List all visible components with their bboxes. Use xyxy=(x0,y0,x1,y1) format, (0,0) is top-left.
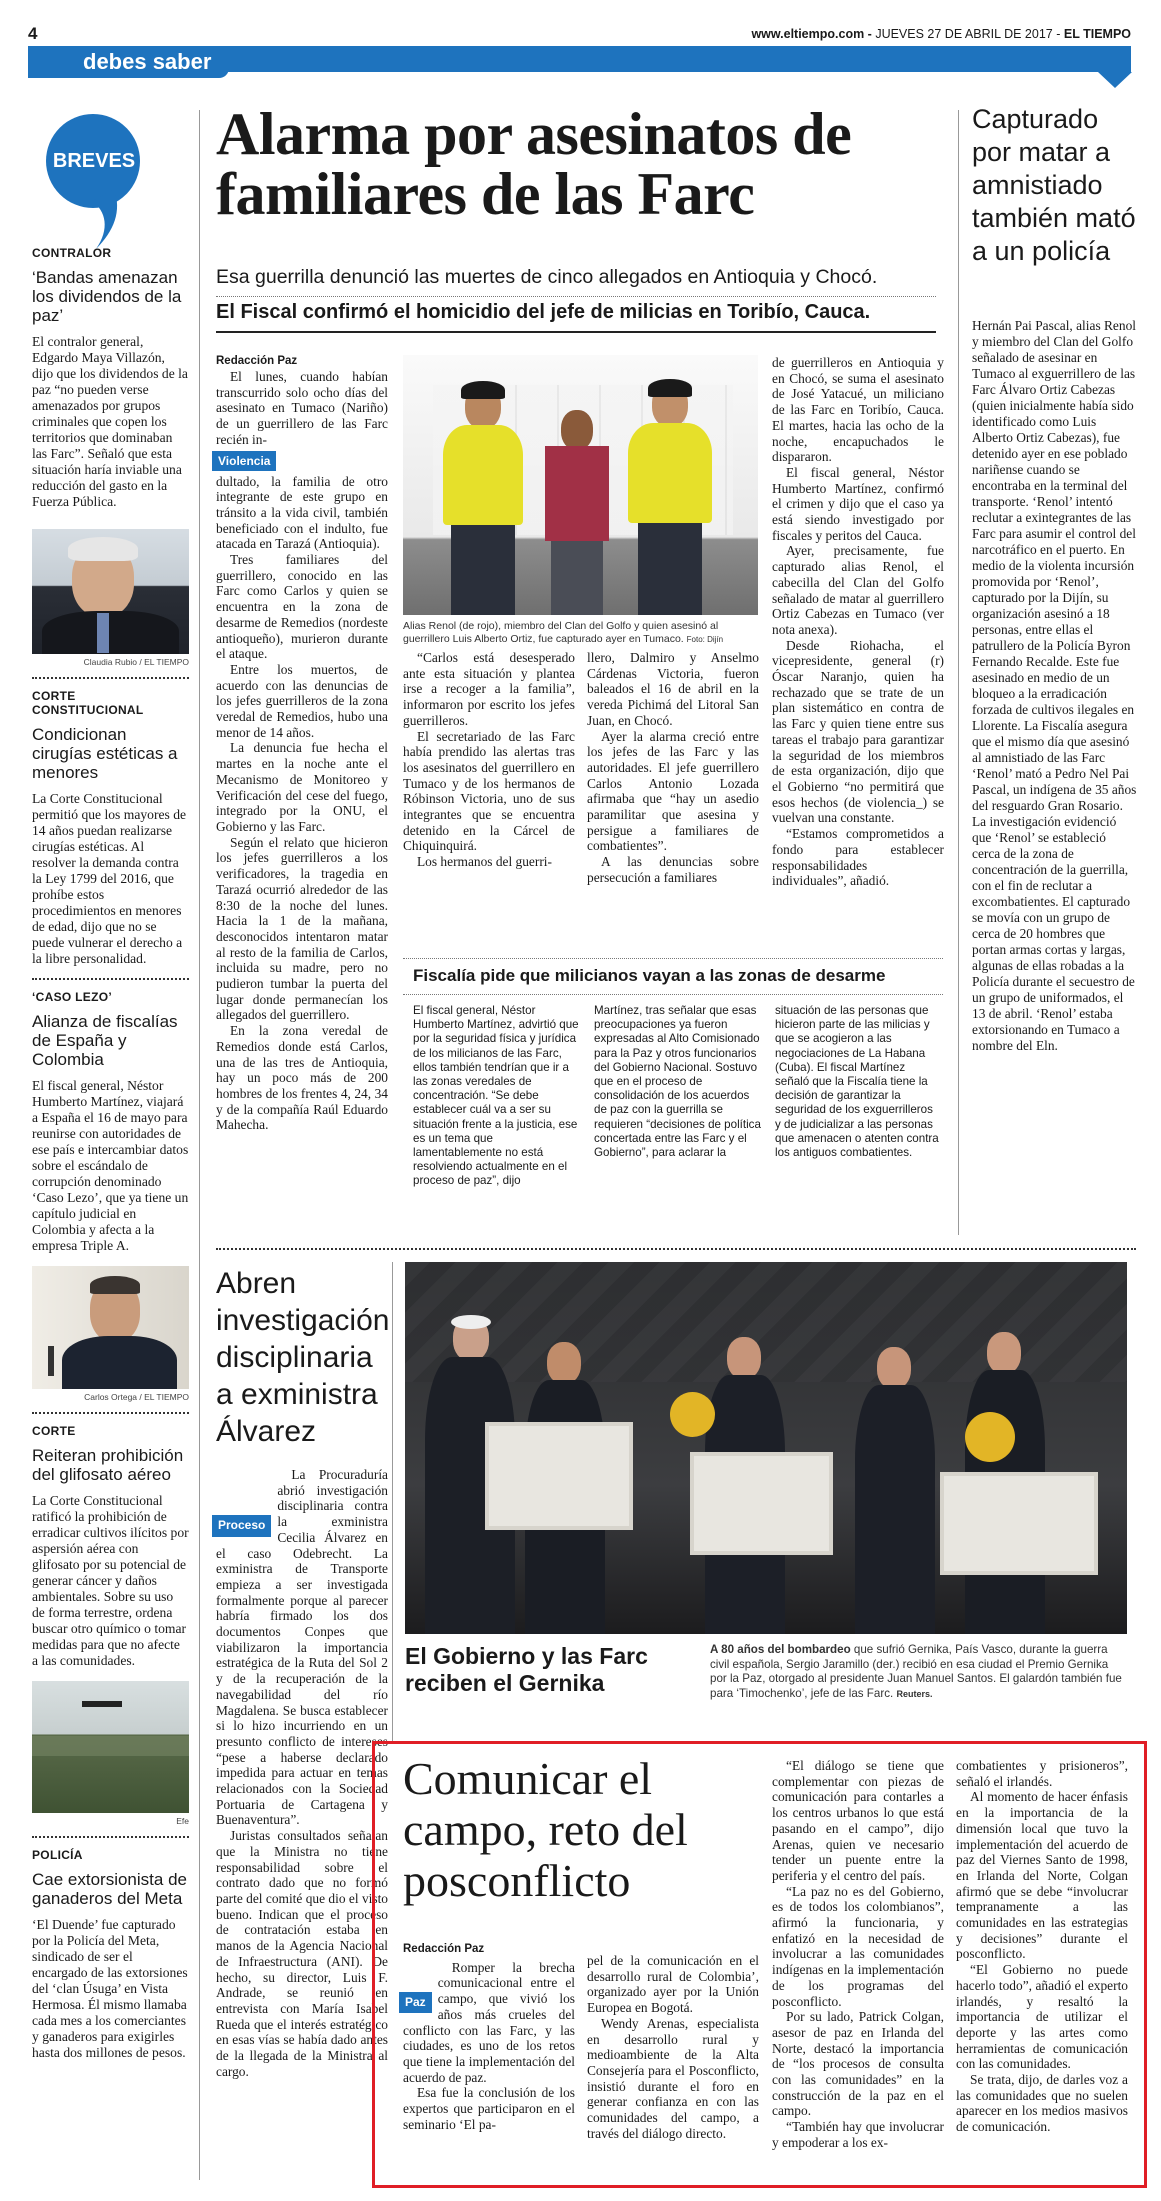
campo-col1 xyxy=(403,1942,575,2132)
alvarez-body xyxy=(216,1467,388,2079)
byline: Redacción Paz xyxy=(216,355,298,367)
brief-headline[interactable]: ‘Bandas amenazan los dividendos de la paz’ xyxy=(32,268,182,325)
campo-headline[interactable]: Comunicar el campo, reto del posconflicto xyxy=(403,1753,688,1906)
page-number: 4 xyxy=(28,24,38,43)
corner-triangle-icon xyxy=(1098,72,1132,88)
brief-item xyxy=(32,1848,189,2061)
fiscalia-box-col1: El fiscal general, Néstor Humberto Martínez, advirtió que por la seguridad física y jurídica de los milicianos de las Farc, ellos también tendrían que ir a las zonas veredales de concentración. “Se debe establecer cuál va a ser su situación frente a la justicia, ese es un tema que lamentablemente no está resolviendo actualmente en el proceso de paz”, dijo xyxy=(413,1004,579,1188)
paragraph: Entre los muertos, de acuerdo con las denuncias de los jefes guerrilleros de la zona veredal de Remedios, hubo una menor de 14 años. xyxy=(216,661,388,740)
paragraph: Los hermanos del guerri- xyxy=(417,854,552,870)
caption-lead: A 80 años del bombardeo xyxy=(710,1643,851,1656)
brand-name: EL TIEMPO xyxy=(1063,27,1131,41)
capture-photo xyxy=(403,355,758,615)
paragraph: llero, Dalmiro y Anselmo Cárdenas Victoria, fueron baleados el 16 de abril en la vereda Pichimá del Litoral San Juan, en Chocó. xyxy=(587,650,759,728)
brief-item xyxy=(32,990,189,1402)
header-meta xyxy=(751,27,1131,41)
section-label[interactable]: debes saber xyxy=(83,49,212,74)
brief-category: CORTE CONSTITUCIONAL xyxy=(32,689,144,717)
brief-headline[interactable]: Cae extorsionista de ganaderos del Meta xyxy=(32,1870,187,1908)
paragraph: Al momento de hacer énfasis en la importancia de la dimensión local que tuvo la implementación del acuerdo de paz del Viernes Santo de 1998, en Irlanda del Norte, Colgan afirmó que se debe “involucrar tempranamente a las comunidades en las estrategias y decisiones” durante el posconflicto. xyxy=(956,1789,1128,1962)
breves-badge xyxy=(44,111,144,211)
paragraph: combatientes y prisioneros”, señaló el irlandés. xyxy=(956,1758,1128,1789)
paragraph: “La paz no es del Gobierno, es de todos los colombianos”, afirmó la funcionaria, y enfatizó en la necesidad de involucrar a las comunidades indígenas en la implementación de los programas del posconflicto. xyxy=(772,1883,944,2009)
paragraph: Ayer la alarma creció entre los jefes de las Farc y las autoridades. El jefe guerrillero Carlos Antonio Lozada afirmaba que “hay un asedio paramilitar que asesina y persigue a familiares de combatientes”. xyxy=(587,728,759,854)
brief-category: CONTRALOR xyxy=(32,246,112,260)
tag-violencia[interactable]: Violencia xyxy=(212,451,388,471)
brief-headline[interactable]: Condicionan cirugías estéticas a menores xyxy=(32,725,178,782)
brief-item xyxy=(32,246,189,667)
brief-body: La Corte Constitucional permitió que los mayores de 14 años puedan realizarse cirugías estéticas. Al resolver la demanda contra la Ley 1799 del 2016, que prohíbe estos procedimientos en menores de edad, dijo que no se puede vulnerar el derecho a la libre personalidad. xyxy=(32,791,187,966)
site-url[interactable]: www.eltiempo.com - xyxy=(751,27,872,41)
fiscalia-box-col3: situación de las personas que hicieron parte de las milicias y que se acogieron a las negociaciones de La Habana (Cuba). El fiscal Martínez señaló que la Fiscalía tiene la decisión de garantizar la seguridad de los exguerrilleros y de judicializar a las personas que amenacen o atenten contra los antiguos combatientes. xyxy=(775,1004,939,1160)
paragraph: En la zona veredal de Remedios donde está Carlos, una de las tres de Antioquia, hay un poco más de 200 hombres de los frentes 4, 24, 34 y de la compañía Raúl Eduardo Mahecha. xyxy=(216,1023,388,1133)
paragraph: La denuncia fue hecha el martes en la noche ante el Mecanismo de Monitoreo y Verificación del cese del fuego, integrado por la ONU, el Gobierno y las Farc. xyxy=(216,740,388,834)
paragraph: “Estamos comprometidos a fondo para establecer responsabilidades individuales”, añadió. xyxy=(772,826,944,889)
brief-headline[interactable]: Alianza de fiscalías de España y Colombia xyxy=(32,1012,178,1069)
brief-item xyxy=(32,689,189,967)
paragraph: Desde Riohacha, el vicepresidente, general (r) Óscar Naranjo, quien ha rechazado que se trate de un plan sistemático en contra de las Farc y quien tiene entre sus tareas el trabajo para garantizar la seguridad de los miembros de esta organización, dijo que el Gobierno “no permitirá que esos hechos (de violencia_) se vuelvan una constante. xyxy=(772,637,944,826)
alvarez-headline[interactable]: Abren investigación disciplinaria a exministra Álvarez xyxy=(216,1267,390,1448)
brief-category: CORTE xyxy=(32,1424,76,1438)
paragraph: “También hay que involucrar y empoderar a los ex- xyxy=(772,2119,944,2150)
brief-photo-contralor xyxy=(32,529,189,654)
campo-col3 xyxy=(772,1758,944,2151)
main-col1 xyxy=(216,355,388,1133)
paragraph: Por su lado, Patrick Colgan, asesor de paz en Irlanda del Norte, destacó la importancia de “los procesos de consulta con las comunidades” en la construcción de la paz en el campo. xyxy=(772,2009,944,2119)
photo-credit: Reuters. xyxy=(896,1688,933,1699)
brief-body: El contralor general, Edgardo Maya Villazón, dijo que los dividendos de la paz “no pueden verse amenazados por grupos criminales que copen los territorios que dominaban las Farc”. Señaló que esta situación haría inviable una reducción del gasto en la Fuerza Pública. xyxy=(32,334,188,509)
paragraph: de guerrilleros en Antioquia y en Chocó, se suma el asesinato de José Yatacué, un miliciano de las Farc en Toribío, Cauca. El martes, hacia las ocho de la noche, encapuchados le dispararon. xyxy=(772,355,944,465)
photo-credit: Claudia Rubio / EL TIEMPO xyxy=(83,657,189,667)
main-col4 xyxy=(772,355,944,889)
paragraph: A las denuncias sobre persecución a familiares xyxy=(587,854,759,885)
brief-body: El fiscal general, Néstor Humberto Martínez, viajará a España el 16 de mayo para reunirse con autoridades de ese país e intercambiar datos sobre el escándalo de corrupción denominado ‘Caso Lezo’, que ya tiene un capítulo judicial en Colombia y afecta a la empresa Triple A. xyxy=(32,1078,189,1253)
main-subhead: Esa guerrilla denunció las muertes de cinco allegados en Antioquia y Chocó. xyxy=(216,266,878,288)
lead-paragraph: Romper la brecha comunicacional entre el campo, que vivió los años más crueles del conflicto con las Farc, y las ciudades, es uno de los retos que tiene la implementación del acuerdo de paz. xyxy=(403,1959,575,2085)
brief-photo-fiscal xyxy=(32,1266,189,1389)
gernika-photo xyxy=(405,1262,1127,1634)
lead-paragraph: La Procuraduría abrió investigación disciplinaria contra la exministra Cecilia Álvarez en el caso Odebrecht. La exministra de Transporte empieza a ser investigada formalmente porque al parecer habría firmado los dos documentos Conpes que viabilizaron la importancia estratégica de la Ruta del Sol 2 y de la recuperación de la navegabilidad del río Magdalena. Se busca establecer si lo hizo incurriendo en un presunto conflicto de intereses “pese a haberse declarado impedida para actuar en temas relacionados con la Sociedad Portuaria de Cartagena y Buenaventura”. xyxy=(216,1467,388,1828)
paragraph: El fiscal general, Néstor Humberto Martínez, confirmó el crimen y dijo que el caso ya está siendo investigado por fiscales y peritos del Cauca. xyxy=(772,464,944,543)
issue-date: JUEVES 27 DE ABRIL DE 2017 xyxy=(875,27,1053,41)
brief-headline[interactable]: Reiteran prohibición del glifosato aéreo xyxy=(32,1446,184,1484)
paragraph: Tres familiares del guerrillero, conocido en las Farc como Carlos y quien se encuentra en la zona de desarme de Remedios (nordeste antioqueño), murieron durante el ataque. xyxy=(216,552,388,662)
right-body: Hernán Pai Pascal, alias Renol y miembro del Clan del Golfo señalado de asesinar en Tumaco al exguerrillero de las Farc Álvaro Ortiz Cabezas (quien inicialmente había sido identificado como Luis Alberto Ortiz Cabezas), fue detenido ayer en ese poblado nariñense cuando se encontraba en la terminal del transporte. ‘Renol’ intentó reclutar a exintegrantes de las Farc para asumir el control del narcotráfico en el puerto. En medio de la violenta incursión promovida por ‘Renol’, capturado por la Dijín, su organización asesinó a 18 personas, entre ellas el patrullero de la Policía Byron Fernando Recalde. Este fue asesinado en medio de un bloqueo a la erradicación forzada de cultivos ilegales en Llorente. La Fiscalía asegura que el mismo día que asesinó al amnistiado de las Farc ‘Renol’ mató a Pedro Nel Pai Pascal, un indígena de 35 años del resguardo Gran Rosario. La investigación evidenció que ‘Renol’ se estableció cerca de la zona de concentración de la guerrilla, con el fin de reclutar a excombatientes. El capturado se movía con un grupo de cerca de 20 hombres que portan armas cortas y largas, algunas de ellas robadas a la Policía durante el secuestro de un grupo de uniformados, el 13 de abril. ‘Renol’ estaba extorsionando en Tumaco a nombre del Eln. xyxy=(972,318,1137,1053)
paragraph: Esa fue la conclusión de los expertos que participaron en el seminario ‘El pa- xyxy=(403,2085,575,2132)
capture-caption: Alias Renol (de rojo), miembro del Clan del Golfo y quien asesinó al guerrillero Luis Alberto Ortiz, fue capturado ayer en Tumaco. Foto: Dijín xyxy=(403,620,724,645)
fiscalia-box-col2: Martínez, tras señalar que esas preocupaciones ya fueron expresadas al Alto Comisionado para la Paz y otros funcionarios del Gobierno Nacional. Sostuvo que en el proceso de consolidación de los acuerdos de paz con la guerrilla se requieren “decisiones de política concertada entre las Farc y el Gobierno”, para aclarar la xyxy=(594,1004,761,1160)
lead-paragraph: El lunes, cuando habían transcurrido solo ocho días del asesinato en Tumaco (Nariño) de un guerrillero de las Farc recién in- xyxy=(216,369,388,447)
tag-paz[interactable]: Paz xyxy=(399,1992,432,2014)
paragraph: Juristas consultados señalan que la Ministra no tiene responsabilidad sobre el contrato dado que no formó parte del comité que dio el visto bueno. Indican que el proceso de contratación estaba en manos de la Agencia Nacional de Infraestructura (ANI). De hecho, su director, Luis F. Andrade, se reunió en entrevista con María Isabel Rueda que el interés estratégico en esas vías se había dado antes de la llegada de la Ministra al cargo. xyxy=(216,1828,388,2079)
brief-body: La Corte Constitucional ratificó la prohibición de erradicar cultivos ilícitos por aspersión aérea con glifosato por su potencial de generar cáncer y daños ambientales. Sobre su uso de forma terrestre, ordena buscar otro químico o tomar medidas para que no afecte a las comunidades. xyxy=(32,1493,189,1668)
brief-category: ‘CASO LEZO’ xyxy=(32,990,112,1004)
gernika-caption: A 80 años del bombardeo que sufrió Gernika, País Vasco, durante la guerra civil española, Sergio Jaramillo (der.) recibió en esa ciudad el Premio Gernika por la Paz, otorgado al presidente Juan Manuel Santos. El galardón también fue para ‘Timochenko’, jefe de las Farc. Reuters. xyxy=(710,1643,1122,1700)
paragraph: pel de la comunicación en el desarrollo rural de Colombia’, organizado ayer por la Unión Europea en Bogotá. xyxy=(587,1953,759,2016)
right-headline[interactable]: Capturado por matar a amnistiado también mató a un policía xyxy=(972,104,1136,266)
breves-label: BREVES xyxy=(52,150,136,172)
main-headline[interactable]: Alarma por asesinatos de familiares de las Farc xyxy=(216,101,852,227)
gernika-headline[interactable]: El Gobierno y las Farc reciben el Gernika xyxy=(405,1643,648,1696)
header-separator: - xyxy=(1056,27,1061,41)
tag-proceso[interactable]: Proceso xyxy=(212,1515,271,1537)
paragraph: Según el relato que hicieron los jefes guerrilleros a los verificadores, la tragedia en Tarazá ocurrió alrededor de las 8:30 de la noche del lunes. Hacia la 1 de la mañana, desconocidos intentaron matar al resto de la familia de Carlos, incluida su madre, pero no pudieron tumbar la puerta del lugar donde permanecían los allegados del guerrillero. xyxy=(216,834,388,1023)
main-col2 xyxy=(403,650,575,870)
paragraph: Ayer, precisamente, fue capturado alias Renol, el cabecilla del Clan del Golfo señalado de matar al guerrillero Ortiz Cabezas en Tumaco (ver nota anexa). xyxy=(772,543,944,637)
paragraph: El secretariado de las Farc había prendido las alertas tras los asesinatos del guerrillero en Tumaco y de los hermanos de Róbinson Victoria, uno de sus integrantes que se encuentra detenido en la Cárcel de Chiquinquirá. xyxy=(403,728,575,854)
paragraph: “El diálogo se tiene que complementar con piezas de comunicación para contarles a los centros urbanos lo que está pasando en el campo”, dijo Arenas, quien ve necesario tender un puente entre la periferia y el centro del país. xyxy=(772,1758,944,1883)
photo-credit: Foto: Dijín xyxy=(686,634,724,644)
paragraph: dultado, la familia de otro integrante de este grupo en tránsito a la vida civil, también beneficiado con el indulto, fue atacada en Tarazá (Antioquia). xyxy=(216,473,388,552)
quote-bubble-icon xyxy=(44,111,144,251)
brief-category: POLICÍA xyxy=(32,1848,83,1862)
brief-item xyxy=(32,1424,189,1826)
photo-credit: Efe xyxy=(176,1816,189,1826)
paragraph: Wendy Arenas, especialista en desarrollo rural y medioambiente de la Alta Consejería para el Posconflicto, insistió durante el foro en generar confianza en con las comunidades del campo, a través del diálogo directo. xyxy=(587,2015,759,2141)
paragraph: “El Gobierno no puede hacerlo todo”, añadió el experto irlandés, y resaltó la importancia de utilizar el deporte y las artes como herramientas de comunicación con las comunidades. xyxy=(956,1962,1128,2072)
paragraph: Se trata, dijo, de darles voz a las comunidades que no suelen aparecer en los medios masivos de comunicación. xyxy=(956,2072,1128,2135)
byline: Redacción Paz xyxy=(403,1943,485,1955)
paragraph: “Carlos está desesperado ante esta situación y plantea irse a recoger a la familia”, informaron por escrito los jefes guerrilleros. xyxy=(403,650,575,728)
brief-body: ‘El Duende’ fue capturado por la Policía del Meta, sindicado de ser el encargado de las extorsiones del ‘clan Úsuga’ en Vista Hermosa. Él mismo llamaba cada mes a los comerciantes y ganaderos para exigirles hasta dos millones de pesos. xyxy=(32,1917,188,2060)
photo-credit: Carlos Ortega / EL TIEMPO xyxy=(84,1392,189,1402)
briefs-column xyxy=(32,246,189,2061)
campo-col2 xyxy=(587,1953,759,2141)
campo-col4 xyxy=(956,1758,1128,2135)
brief-photo-glifosato xyxy=(32,1681,189,1813)
main-deck: El Fiscal confirmó el homicidio del jefe de milicias en Toribío, Cauca. xyxy=(216,301,871,323)
main-col3 xyxy=(587,650,759,886)
fiscalia-box-title[interactable]: Fiscalía pide que milicianos vayan a las zonas de desarme xyxy=(413,966,886,985)
